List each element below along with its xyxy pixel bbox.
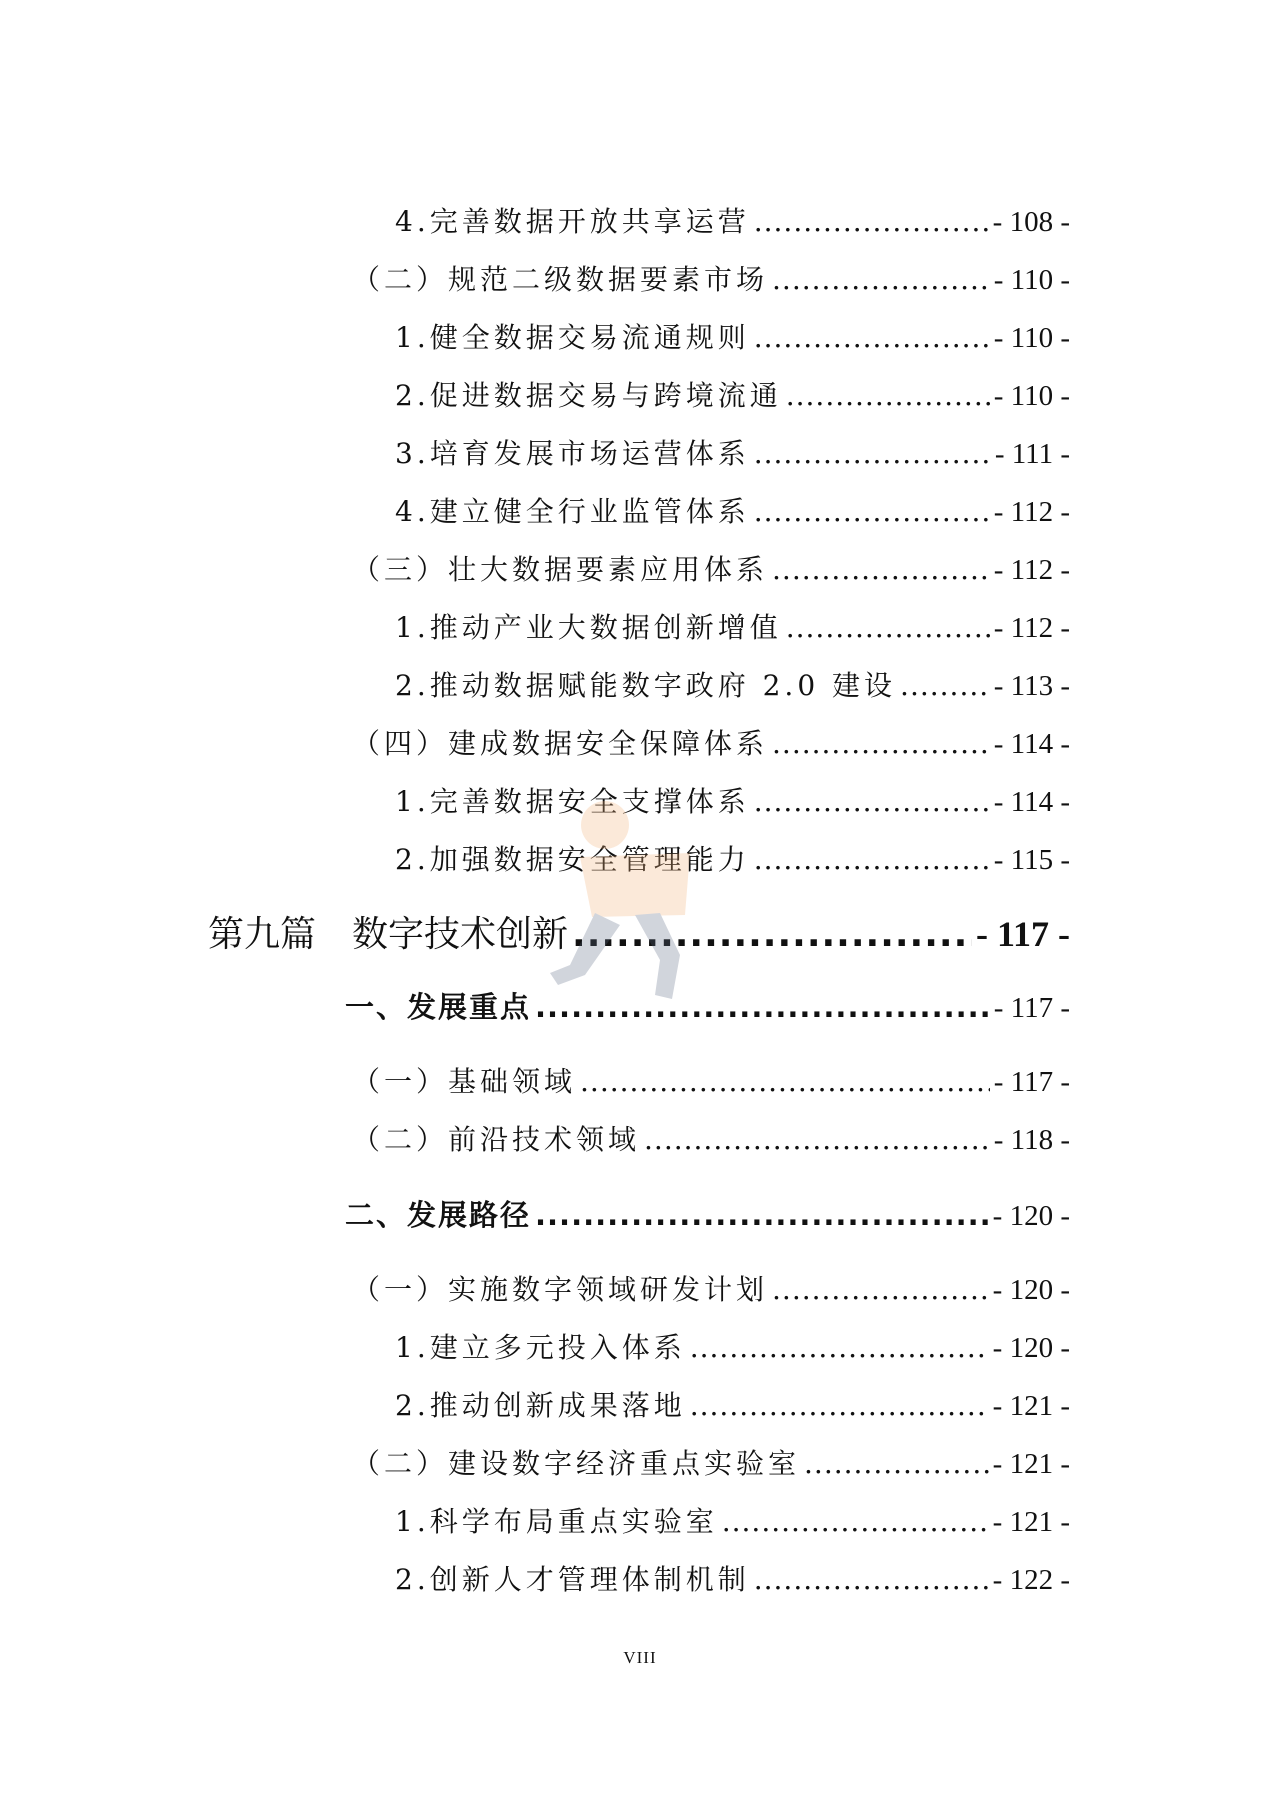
toc-entry-page: - 112 - (993, 612, 1070, 644)
dot-leader (772, 553, 990, 586)
dot-leader (804, 1447, 989, 1480)
toc-entry-title: 4.完善数据开放共享运营 (395, 205, 750, 238)
toc-entry[interactable] (395, 1326, 1070, 1366)
toc-entry-title: 2.加强数据安全管理能力 (395, 843, 750, 876)
toc-section-title: 一、发展重点 (345, 990, 532, 1024)
toc-entry[interactable] (395, 432, 1070, 472)
toc-entry-title: 1.建立多元投入体系 (395, 1331, 686, 1364)
toc-section-title: 二、发展路径 (345, 1198, 532, 1232)
toc-entry-page: - 121 - (992, 1390, 1070, 1422)
toc-entry-page: - 121 - (992, 1448, 1070, 1480)
dot-leader (754, 1563, 989, 1596)
dot-leader (754, 495, 990, 528)
toc-entry-title: 2.推动创新成果落地 (395, 1389, 686, 1422)
toc-entry[interactable] (395, 780, 1070, 820)
toc-entry[interactable] (395, 200, 1070, 240)
toc-entry[interactable] (395, 606, 1070, 646)
dot-leader (772, 1273, 989, 1306)
toc-entry-title: 1.科学布局重点实验室 (395, 1505, 718, 1538)
dot-leader (690, 1331, 989, 1364)
toc-entry-title: （一）基础领域 (352, 1065, 577, 1098)
toc-entry-title: 2.创新人才管理体制机制 (395, 1563, 750, 1596)
toc-entry-page: - 112 - (993, 496, 1070, 528)
dot-leader (754, 437, 991, 470)
toc-entry-page: - 113 - (993, 670, 1070, 702)
toc-entry-title: （三）壮大数据要素应用体系 (352, 553, 769, 586)
toc-entry[interactable] (395, 374, 1070, 414)
toc-entry[interactable] (395, 316, 1070, 356)
toc-entry-page: - 115 - (993, 844, 1070, 876)
toc-entry-title: 3.培育发展市场运营体系 (395, 437, 750, 470)
toc-chapter-title: 第九篇 数字技术创新 (208, 914, 569, 955)
toc-entry-title: 2.促进数据交易与跨境流通 (395, 379, 782, 412)
toc-entry[interactable] (395, 490, 1070, 530)
toc-entry[interactable] (395, 1558, 1070, 1598)
toc-entry-page: - 114 - (993, 728, 1070, 760)
dot-leader (644, 1123, 990, 1156)
toc-entry-page: - 122 - (992, 1564, 1070, 1596)
dot-leader (754, 321, 990, 354)
toc-entry-page: - 114 - (993, 786, 1070, 818)
toc-entry[interactable] (352, 1118, 1070, 1158)
dot-leader (754, 205, 989, 238)
toc-entry[interactable] (395, 664, 1070, 704)
toc-entry-title: （二）建设数字经济重点实验室 (352, 1447, 801, 1480)
toc-entry-title: 1.健全数据交易流通规则 (395, 321, 750, 354)
toc-entry-page: - 110 - (993, 264, 1070, 296)
dot-leader (772, 727, 990, 760)
toc-entry-title: （二）规范二级数据要素市场 (352, 263, 769, 296)
toc-entry[interactable] (352, 258, 1070, 298)
running-figure-watermark-icon (540, 795, 715, 1015)
toc-section-page: - 117 - (993, 992, 1070, 1024)
dot-leader (535, 1198, 989, 1232)
toc-entry-title: 2.推动数据赋能数字政府 2.0 建设 (395, 669, 897, 702)
dot-leader (754, 843, 990, 876)
toc-entry-page: - 121 - (992, 1506, 1070, 1538)
toc-section-page: - 120 - (992, 1200, 1070, 1232)
toc-entry[interactable] (395, 1500, 1070, 1540)
toc-chapter-page: - 117 - (976, 914, 1070, 954)
dot-leader (722, 1505, 989, 1538)
dot-leader (690, 1389, 989, 1422)
toc-entry-title: 4.建立健全行业监管体系 (395, 495, 750, 528)
toc-entry-page: - 110 - (993, 380, 1070, 412)
dot-leader (900, 669, 990, 702)
toc-entry-page: - 118 - (993, 1124, 1070, 1156)
toc-entry-title: （四）建成数据安全保障体系 (352, 727, 769, 760)
page-number-footer: VIII (623, 1648, 657, 1667)
toc-entry[interactable] (395, 1384, 1070, 1424)
toc-entry[interactable] (395, 838, 1070, 878)
toc-entry-title: 1.完善数据安全支撑体系 (395, 785, 750, 818)
dot-leader (786, 611, 990, 644)
toc-entry[interactable] (352, 1442, 1070, 1482)
toc-entry-page: - 108 - (992, 206, 1070, 238)
dot-leader (772, 263, 990, 296)
toc-entry-title: 1.推动产业大数据创新增值 (395, 611, 782, 644)
toc-entry[interactable] (352, 1268, 1070, 1308)
toc-entry-page: - 111 - (994, 438, 1070, 470)
dot-leader (580, 1065, 990, 1098)
toc-entry-page: - 110 - (993, 322, 1070, 354)
toc-entry[interactable] (352, 1060, 1070, 1100)
toc-entry-page: - 112 - (993, 554, 1070, 586)
toc-entry-page: - 120 - (992, 1274, 1070, 1306)
toc-entry-page: - 117 - (993, 1066, 1070, 1098)
toc-entry[interactable] (352, 548, 1070, 588)
toc-entry-page: - 120 - (992, 1332, 1070, 1364)
toc-section-entry[interactable] (345, 1193, 1070, 1234)
toc-entry[interactable] (352, 722, 1070, 762)
toc-entry-title: （二）前沿技术领域 (352, 1123, 641, 1156)
dot-leader (754, 785, 990, 818)
dot-leader (786, 379, 990, 412)
toc-entry-title: （一）实施数字领域研发计划 (352, 1273, 769, 1306)
